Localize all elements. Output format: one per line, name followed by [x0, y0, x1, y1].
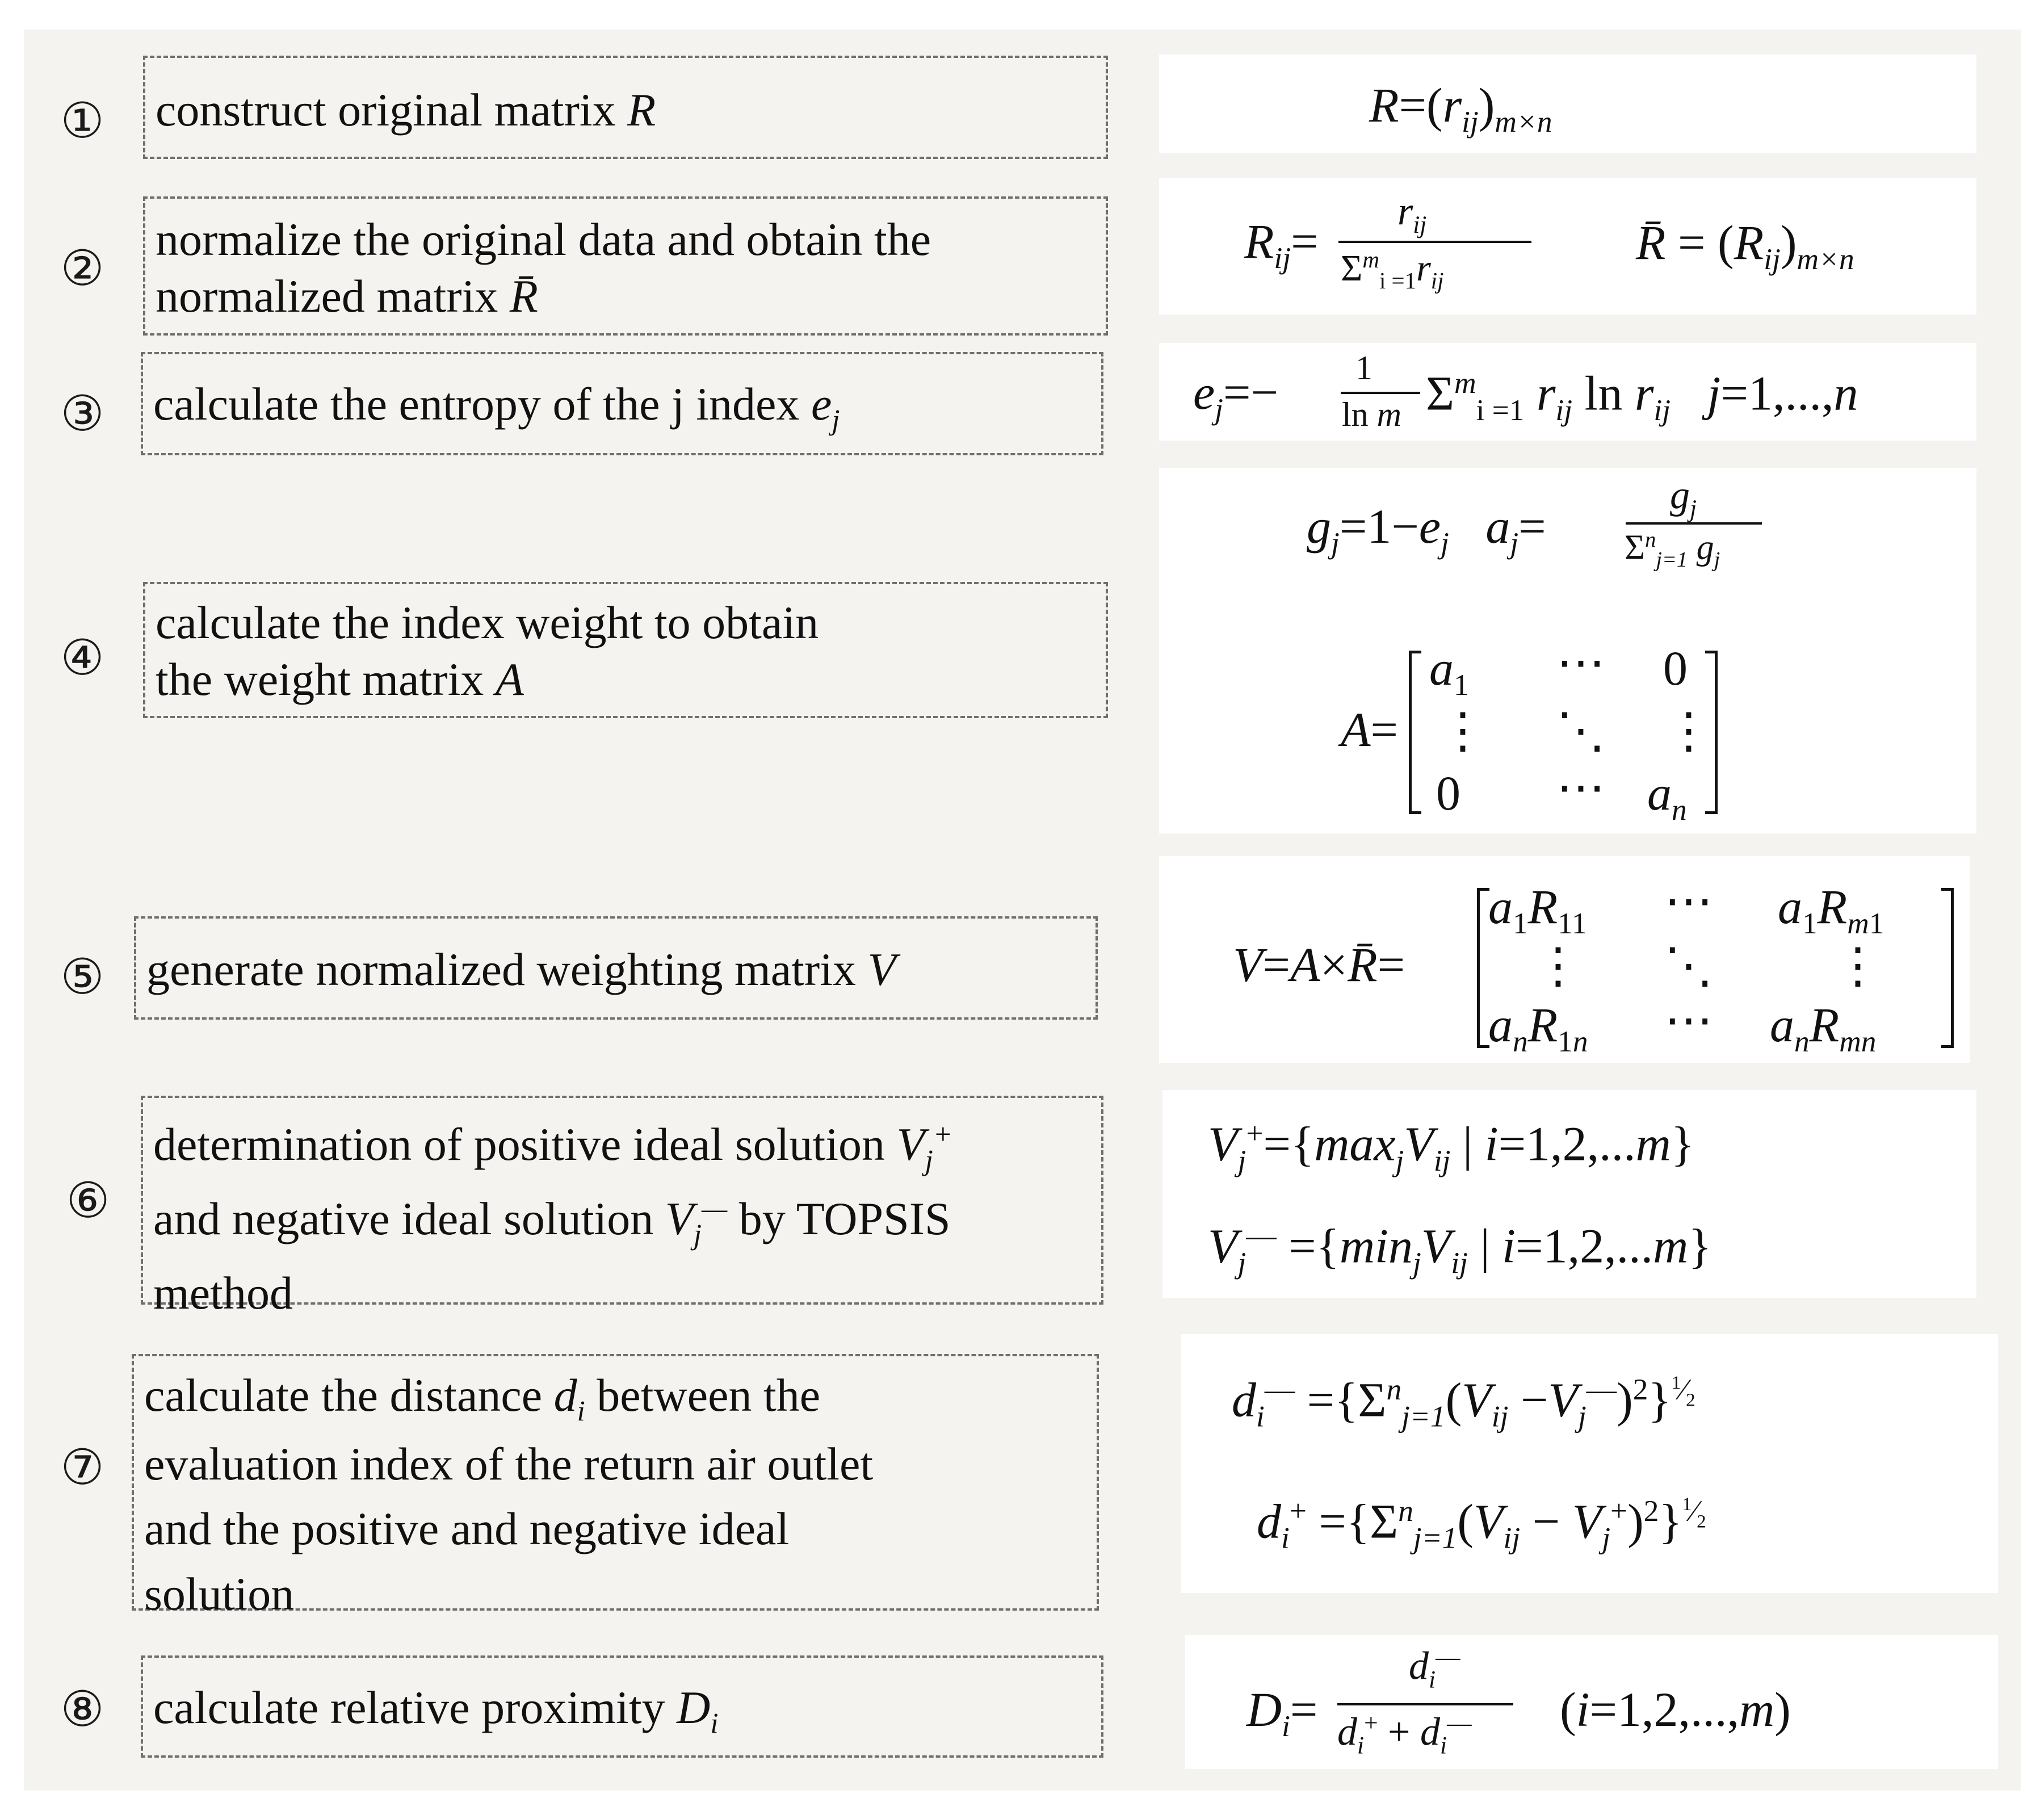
formula-box-3	[1159, 343, 1976, 441]
step-number-8: ⑧	[60, 1681, 104, 1738]
formula-4a: $g_j=1-e_j$ $a_j=$	[1307, 499, 1546, 560]
step-text-1: construct original matrix	[156, 84, 628, 136]
step-number-4: ④	[60, 630, 104, 686]
formula-8-den: $d_i^+ + d_i^—$	[1337, 1709, 1472, 1759]
step-var-1: R	[627, 84, 656, 136]
formula-5-c22: ⋱	[1664, 938, 1713, 993]
formula-3-frac-num: 1	[1355, 349, 1373, 387]
formula-2a-denominator: $\Sigma^m_{i =1}r_{ij}$	[1341, 247, 1444, 294]
formula-box-6	[1162, 1090, 1976, 1298]
step-text-8: calculate relative proximity	[153, 1682, 677, 1733]
step-var-6-vplus: $V_j^+$	[896, 1118, 953, 1176]
formula-5-c31: $a_nR_{1n}$	[1488, 997, 1588, 1059]
step-box-3	[141, 352, 1103, 455]
formula-2a-numerator: $r_{ij}$	[1397, 190, 1427, 238]
formula-6b: $V_j^— =\{\min_jV_{ij}$ | i=1,2,...m}	[1208, 1218, 1712, 1280]
step-var-4: A	[495, 653, 524, 706]
formula-4b-lhs: A=	[1341, 702, 1399, 757]
step-text-6-line3: method	[153, 1267, 293, 1319]
formula-box-5	[1159, 856, 1970, 1063]
formula-4b-c32: ⋯	[1556, 760, 1605, 815]
step-box-8	[141, 1655, 1103, 1758]
step-text-4-line2: the weight matrix	[156, 653, 496, 706]
formula-6a: $V_j^+=\{\max_jV_{ij}$ | i=1,2,...m}	[1208, 1116, 1695, 1177]
step-box-5	[134, 916, 1098, 1020]
formula-5-c23: ⋮	[1833, 938, 1882, 993]
formula-5-c13: $a_1R_{m1}$	[1778, 879, 1884, 941]
formula-5-c21: ⋮	[1534, 938, 1583, 993]
formula-7a: $d_i^— =\{\Sigma^n_{j=1}(V_{ij} -V_j^—)^2\}^{^1⁄_2}$	[1232, 1372, 1695, 1433]
step-number-7: ⑦	[60, 1439, 104, 1496]
step-text-2-line1: normalize the original data and obtain the	[156, 213, 931, 265]
formula-4b-a11: $a_1$	[1429, 641, 1469, 702]
formula-box-4	[1159, 468, 1976, 833]
formula-3-frac-bar	[1341, 392, 1420, 394]
step-var-7: $d_i$	[553, 1369, 585, 1427]
formula-4b-c21: ⋮	[1438, 703, 1487, 758]
formula-2a-bar	[1338, 241, 1531, 243]
formula-5-bracket-left	[1477, 888, 1489, 1048]
formula-1: $R=(r_{ij})_{m\times n}$	[1369, 78, 1552, 139]
step-text-4-line1: calculate the index weight to obtain	[156, 597, 819, 648]
formula-8-bar	[1337, 1703, 1513, 1705]
step-text-2-line2: normalized matrix	[156, 270, 510, 322]
step-number-2: ②	[60, 240, 104, 297]
formula-8-num: $d_i^—$	[1409, 1644, 1460, 1694]
formula-5-c32: ⋯	[1664, 993, 1713, 1047]
step-text-7-line1b: between the	[597, 1369, 821, 1421]
step-box-4	[143, 582, 1108, 718]
formula-3-frac-den: ln m	[1342, 396, 1402, 433]
formula-2a: $R_{ij}=$	[1244, 214, 1319, 275]
step-text-6-line1: determination of positive ideal solution	[153, 1118, 885, 1170]
formula-4b-ann: $a_n$	[1647, 766, 1687, 827]
step-text-3: calculate the entropy of the j index	[153, 378, 811, 430]
step-box-2	[143, 196, 1108, 336]
formula-4b-c12: ⋯	[1556, 635, 1605, 690]
formula-2b: R̄ = $(R_{ij})_{m\times n}$	[1636, 215, 1854, 276]
step-text-7-line1a: calculate the distance	[144, 1369, 543, 1421]
formula-4a-den: $\Sigma^n_{j=1}$ $g_j$	[1625, 528, 1720, 572]
step-box-6	[141, 1096, 1103, 1319]
formula-4b-c22: ⋱	[1556, 703, 1605, 758]
step-number-1: ①	[60, 93, 104, 149]
formula-box-7	[1181, 1334, 1998, 1593]
step-text-7-line2: evaluation index of the return air outlet	[144, 1437, 874, 1490]
step-var-3: $e_j$	[811, 378, 840, 436]
formula-4b-c31: 0	[1436, 766, 1460, 820]
step-text-6-line2a: and negative ideal solution	[153, 1193, 654, 1245]
step-text-6-line2b: by TOPSIS	[738, 1193, 951, 1245]
formula-box-8	[1185, 1635, 1998, 1769]
formula-4b-bracket-left	[1409, 651, 1421, 814]
step-var-6-vminus: $V_j^—$	[665, 1192, 728, 1251]
step-var-2: R̄	[509, 270, 538, 322]
formula-8-range: (i=1,2,...,m)	[1560, 1682, 1791, 1737]
formula-box-2	[1159, 178, 1976, 315]
formula-5-c12: ⋯	[1664, 874, 1713, 928]
step-var-5: V	[867, 944, 896, 995]
formula-5-c11: $a_1R_{11}$	[1488, 879, 1587, 941]
formula-3: $e_j=-$	[1193, 365, 1278, 426]
formula-5-bracket-right	[1941, 888, 1954, 1048]
step-number-5: ⑤	[60, 949, 104, 1005]
step-box-1	[143, 56, 1108, 159]
step-text-7-line3: and the positive and negative ideal	[144, 1503, 790, 1555]
formula-3-sum: $\Sigma^m_{i =1}$ $r_{ij}$ $\ln r_{ij}$ j=1,...,n	[1426, 366, 1858, 427]
step-var-8: $D_i$	[677, 1682, 719, 1739]
step-text-7-line4: solution	[144, 1568, 295, 1620]
formula-4a-bar	[1626, 522, 1762, 525]
formula-4b-c13: 0	[1663, 641, 1688, 695]
step-text-5: generate normalized weighting matrix	[146, 944, 868, 995]
step-number-6: ⑥	[66, 1172, 110, 1229]
step-number-3: ③	[60, 385, 104, 442]
formula-5-lhs: V=A×R̄=	[1233, 937, 1405, 992]
formula-8-lhs: $D_i=$	[1246, 1682, 1318, 1743]
formula-4b-c23: ⋮	[1664, 703, 1713, 758]
formula-7b: $d_i^+ =\{\Sigma^n_{j=1}(V_{ij} - V_j^+)^2\}^{^1⁄_2}$	[1257, 1493, 1706, 1555]
step-box-7	[132, 1354, 1099, 1620]
formula-4a-num: $g_j$	[1670, 473, 1697, 522]
formula-5-c33: $a_nR_{mn}$	[1770, 997, 1877, 1059]
formula-box-1	[1159, 55, 1976, 153]
